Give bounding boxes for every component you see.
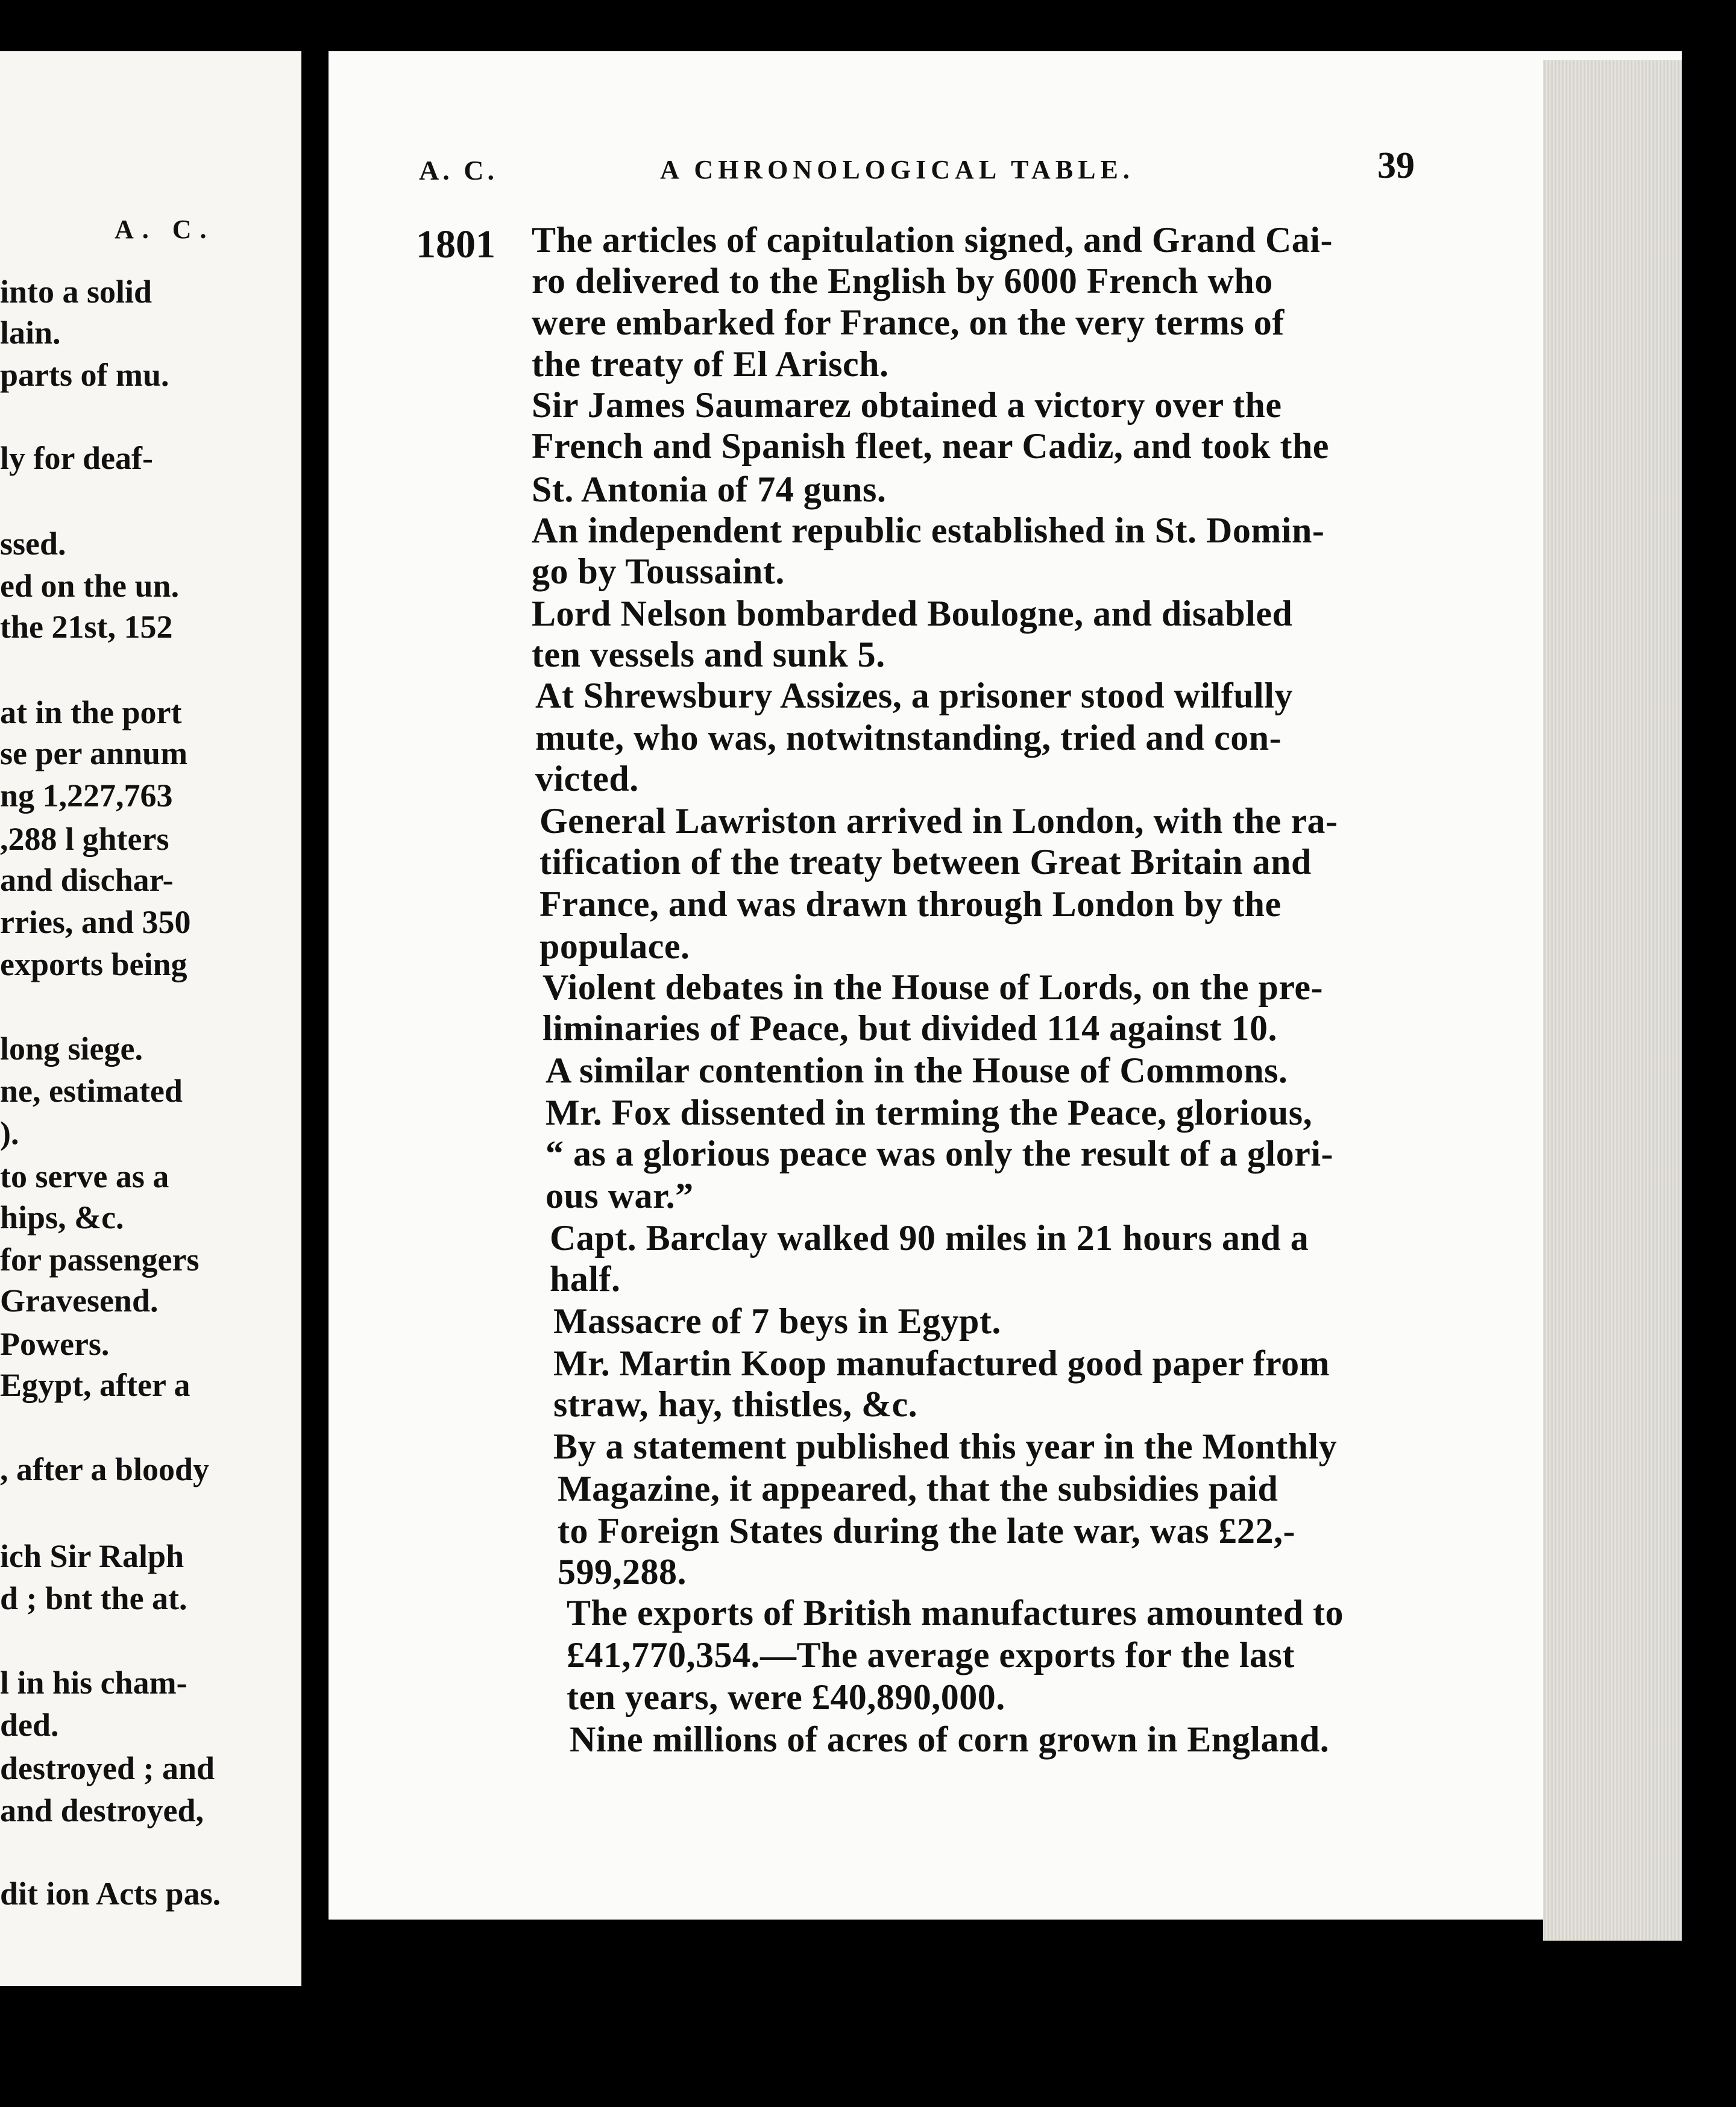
text-line: Massacre of 7 beys in Egypt. [553,1301,1001,1341]
text-line: The exports of British manufactures amounted to [567,1593,1344,1633]
text-line: ous war.” [546,1176,694,1216]
text-line: By a statement published this year in the Monthly [553,1427,1338,1466]
text-line: Violent debates in the House of Lords, on the pre- [542,967,1324,1007]
text-line: Lord Nelson bombarded Boulogne, and disabled [532,594,1293,633]
previous-page-line: and dischar- [0,862,174,898]
text-line: Capt. Barclay walked 90 miles in 21 hours and a [550,1218,1309,1258]
previous-page-line: ly for deaf- [0,440,153,476]
text-line: half. [550,1259,621,1299]
previous-page-line: l in his cham- [0,1665,187,1701]
text-line: victed. [535,759,639,799]
text-line: to Foreign States during the late war, was £22,- [558,1511,1295,1551]
page-number: 39 [1377,145,1415,186]
book-gutter [301,51,332,1986]
text-line: A similar contention in the House of Commons. [546,1050,1288,1090]
text-line: Nine millions of acres of corn grown in England. [570,1719,1330,1759]
text-line: An independent republic established in St. Domin- [532,510,1325,550]
previous-page-line: se per annum [0,735,188,771]
previous-page-line: ich Sir Ralph [0,1538,184,1574]
text-line: 599,288. [558,1552,687,1592]
previous-page-line: rries, and 350 [0,904,191,940]
header-title: A CHRONOLOGICAL TABLE. [660,155,1134,184]
previous-page-line: ne, estimated [0,1073,183,1109]
previous-page-line: and destroyed, [0,1792,204,1829]
previous-page-line: ded. [0,1707,59,1743]
previous-page-line: the 21st, 152 [0,609,173,645]
header-era-label: A. C. [419,155,498,186]
previous-page-line: for passengers [0,1242,200,1278]
text-line: France, and was drawn through London by the [539,884,1282,924]
text-line: Magazine, it appeared, that the subsidies paid [558,1469,1278,1509]
text-line: go by Toussaint. [532,551,785,591]
text-line: Sir James Saumarez obtained a victory over the [532,385,1282,425]
page-edge-stack [1543,60,1682,1941]
previous-page-line: destroyed ; and [0,1750,215,1786]
text-line: St. Antonia of 74 guns. [532,469,887,509]
year-label: 1801 [416,222,495,266]
text-line: French and Spanish fleet, near Cadiz, and took the [532,426,1329,466]
previous-page-line: dit ion Acts pas. [0,1876,221,1912]
text-line: General Lawriston arrived in London, with the ra- [539,801,1338,841]
text-line: Mr. Fox dissented in terming the Peace, glorious, [546,1093,1313,1132]
previous-page-line: to serve as a [0,1158,169,1195]
previous-page-line: ). [0,1115,19,1151]
text-line: ten vessels and sunk 5. [532,635,885,674]
previous-page-line: ssed. [0,526,66,562]
text-line: tification of the treaty between Great Britain and [539,842,1312,882]
previous-page-line: Gravesend. [0,1283,159,1319]
text-line: The articles of capitulation signed, and Grand Cai- [532,220,1333,260]
previous-page-line: at in the port [0,694,182,730]
running-header [0,145,1736,193]
previous-page-line: lain. [0,315,61,351]
text-line: liminaries of Peace, but divided 114 against 10. [542,1008,1278,1048]
text-line: Mr. Martin Koop manufactured good paper from [553,1343,1330,1383]
text-line: At Shrewsbury Assizes, a prisoner stood wilfully [535,676,1293,715]
text-line: £41,770,354.—The average exports for the last [567,1635,1295,1675]
previous-page-line: d ; bnt the at. [0,1580,187,1616]
previous-page-line: parts of mu. [0,357,169,393]
text-line: ten years, were £40,890,000. [567,1677,1005,1717]
previous-page-line: ,288 l ghters [0,821,169,857]
previous-page-line: into a solid [0,274,153,310]
text-line: mute, who was, notwitnstanding, tried and con- [535,718,1282,758]
previous-page-line: , after a bloody [0,1451,209,1487]
text-line: “ as a glorious peace was only the result of a glori- [546,1134,1333,1173]
previous-page-header: A. C. [115,215,215,244]
text-line: were embarked for France, on the very terms of [532,303,1285,342]
text-line: the treaty of El Arisch. [532,344,889,384]
previous-page-line: ng 1,227,763 [0,777,173,814]
text-line: populace. [539,926,690,966]
previous-page-line: Powers. [0,1326,110,1362]
text-line: ro delivered to the English by 6000 French who [532,261,1273,301]
previous-page-line: Egypt, after a [0,1367,190,1403]
previous-page-line: exports being [0,946,187,982]
text-line: straw, hay, thistles, &c. [553,1384,918,1424]
previous-page-line: ed on the un. [0,568,180,604]
previous-page-fragment [0,51,301,1986]
previous-page-line: long siege. [0,1031,143,1067]
previous-page-line: hips, &c. [0,1199,124,1236]
